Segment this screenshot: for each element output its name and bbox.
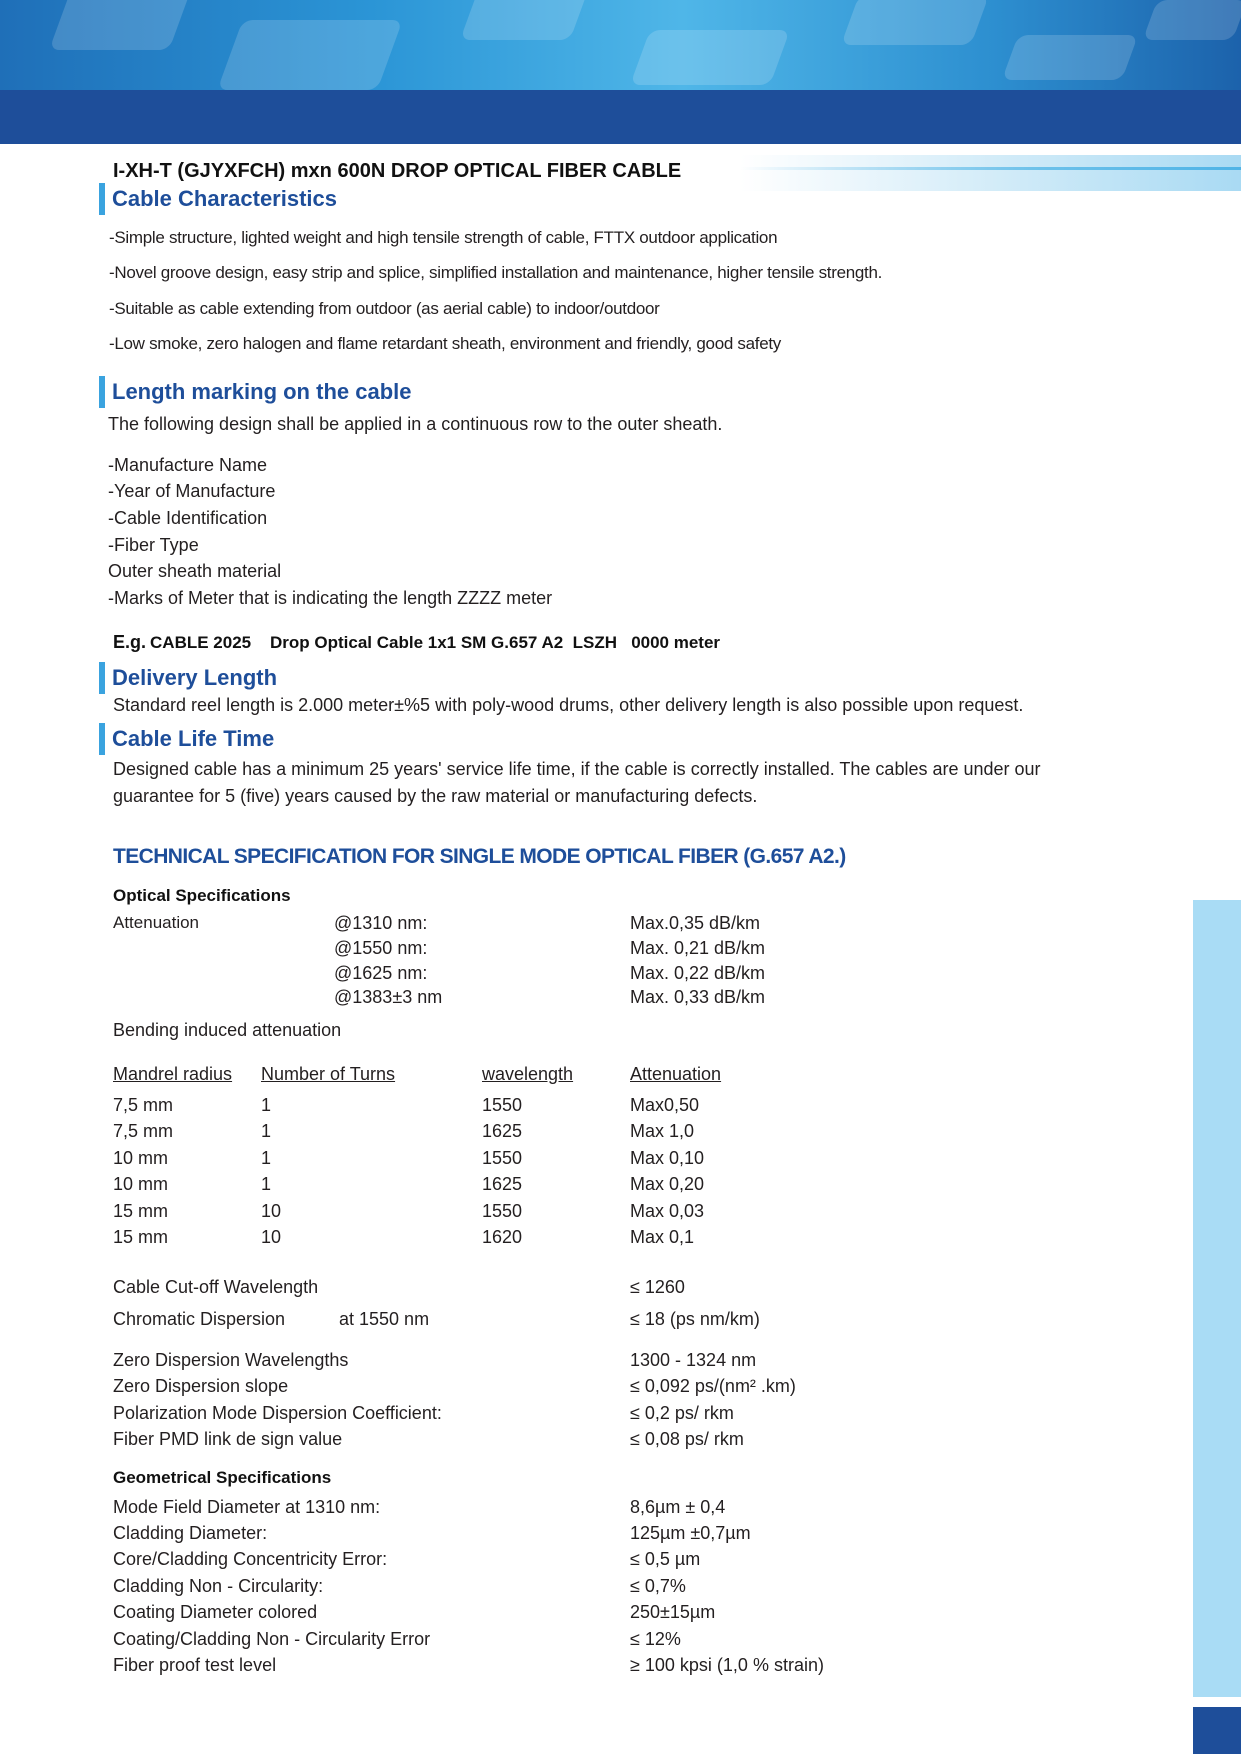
bending-cell: 15 mm <box>113 1201 169 1221</box>
geometrical-label: Fiber proof test level <box>113 1655 277 1675</box>
col-header-mandrel: Mandrel radius <box>113 1064 233 1084</box>
col-header-turns: Number of Turns <box>261 1064 396 1084</box>
side-decoration-bar <box>1193 900 1241 1697</box>
chromatic-wavelength: at 1550 nm <box>339 1309 430 1329</box>
marking-item: -Fiber Type <box>108 535 199 555</box>
attenuation-label: Attenuation <box>113 913 200 932</box>
bending-cell: 10 mm <box>113 1174 169 1194</box>
section-marker <box>99 662 105 694</box>
bending-cell: 1 <box>261 1174 272 1194</box>
dispersion-label: Polarization Mode Dispersion Coefficient: <box>113 1403 442 1423</box>
col-header-attenuation: Attenuation <box>630 1064 722 1084</box>
characteristic-item: -Low smoke, zero halogen and flame retardant sheath, environment and friendly, good safety <box>109 334 781 353</box>
marking-example <box>113 632 720 653</box>
dispersion-value: ≤ 0,2 ps/ rkm <box>630 1403 734 1423</box>
attenuation-value: Max. 0,21 dB/km <box>630 938 766 958</box>
dispersion-value: ≤ 0,092 ps/(nm² .km) <box>630 1376 796 1396</box>
attenuation-wavelength: @1550 nm: <box>334 938 428 958</box>
geometrical-value: 8,6µm ± 0,4 <box>630 1497 726 1517</box>
marking-item: -Marks of Meter that is indicating the length ZZZZ meter <box>108 588 553 608</box>
geometrical-label: Coating/Cladding Non - Circularity Error <box>113 1629 431 1649</box>
characteristic-item: -Suitable as cable extending from outdoor (as aerial cable) to indoor/outdoor <box>109 299 660 318</box>
attenuation-wavelength: @1625 nm: <box>334 963 428 983</box>
section-heading: Length marking on the cable <box>112 379 412 404</box>
bending-cell: Max 0,03 <box>630 1201 705 1221</box>
bending-cell: Max0,50 <box>630 1095 700 1115</box>
dispersion-value: 1300 - 1324 nm <box>630 1350 757 1370</box>
bending-cell: 1 <box>261 1121 272 1141</box>
bending-cell: 1550 <box>482 1148 523 1168</box>
bending-cell: Max 0,20 <box>630 1174 705 1194</box>
bending-cell: 7,5 mm <box>113 1121 174 1141</box>
geometrical-value: ≤ 12% <box>630 1629 681 1649</box>
section-heading: Cable Life Time <box>112 726 275 751</box>
geometrical-value: ≥ 100 kpsi (1,0 % strain) <box>630 1655 824 1675</box>
bending-cell: 1550 <box>482 1201 523 1221</box>
attenuation-wavelength: @1310 nm: <box>334 913 428 933</box>
example-label: E.g. <box>113 632 147 652</box>
geometrical-label: Coating Diameter colored <box>113 1602 318 1622</box>
marking-item: Outer sheath material <box>108 561 282 581</box>
life-time-text: Designed cable has a minimum 25 years' service life time, if the cable is correctly installed. The cables are under our guarantee for 5 (five) years caused by the raw material or manufacturing defects. <box>113 759 1041 806</box>
bending-cell: 1625 <box>482 1121 523 1141</box>
header-band <box>0 90 1241 144</box>
bending-cell: Max 0,1 <box>630 1227 695 1247</box>
dispersion-label: Fiber PMD link de sign value <box>113 1429 343 1449</box>
chromatic-label: Chromatic Dispersion <box>113 1309 286 1329</box>
geometrical-label: Cladding Diameter: <box>113 1523 268 1543</box>
bending-cell: 10 <box>261 1201 282 1221</box>
bending-cell: 7,5 mm <box>113 1095 174 1115</box>
attenuation-value: Max. 0,33 dB/km <box>630 987 766 1007</box>
tech-spec-title: TECHNICAL SPECIFICATION FOR SINGLE MODE OPTICAL FIBER (G.657 A2.) <box>113 845 846 868</box>
dispersion-label: Zero Dispersion Wavelengths <box>113 1350 349 1370</box>
dispersion-label: Zero Dispersion slope <box>113 1376 289 1396</box>
geometrical-label: Core/Cladding Concentricity Error: <box>113 1549 388 1569</box>
attenuation-value: Max.0,35 dB/km <box>630 913 761 933</box>
section-marker <box>99 723 105 755</box>
section-delivery-length <box>99 663 277 693</box>
example-value: CABLE 2025 Drop Optical Cable 1x1 SM G.657 A2 LSZH 0000 meter <box>150 633 721 652</box>
geometrical-spec-heading: Geometrical Specifications <box>113 1468 332 1487</box>
length-marking-intro: The following design shall be applied in a continuous row to the outer sheath. <box>108 414 723 434</box>
geometrical-value: ≤ 0,7% <box>630 1576 686 1596</box>
col-header-wavelength: wavelength <box>482 1064 574 1084</box>
characteristic-item: -Novel groove design, easy strip and splice, simplified installation and maintenance, higher tensile strength. <box>109 263 883 282</box>
title-decoration <box>740 155 1241 191</box>
section-cable-characteristics <box>99 184 337 214</box>
chromatic-value: ≤ 18 (ps nm/km) <box>630 1309 760 1329</box>
bending-cell: 1625 <box>482 1174 523 1194</box>
section-length-marking <box>99 377 411 407</box>
bending-cell: 1 <box>261 1095 272 1115</box>
document-title: I-XH-T (GJYXFCH) mxn 600N DROP OPTICAL FIBER CABLE <box>113 160 682 182</box>
geometrical-value: 125µm ±0,7µm <box>630 1523 751 1543</box>
cutoff-value: ≤ 1260 <box>630 1277 685 1297</box>
geometrical-value: 250±15µm <box>630 1602 716 1622</box>
cutoff-label: Cable Cut-off Wavelength <box>113 1277 319 1297</box>
section-marker <box>99 183 105 215</box>
geometrical-label: Cladding Non - Circularity: <box>113 1576 324 1596</box>
geometrical-value: ≤ 0,5 µm <box>630 1549 701 1569</box>
bending-cell: 15 mm <box>113 1227 169 1247</box>
optical-spec-heading: Optical Specifications <box>113 886 291 905</box>
bending-cell: 1550 <box>482 1095 523 1115</box>
geometrical-label: Mode Field Diameter at 1310 nm: <box>113 1497 381 1517</box>
bending-label: Bending induced attenuation <box>113 1020 342 1040</box>
dispersion-value: ≤ 0,08 ps/ rkm <box>630 1429 744 1449</box>
attenuation-value: Max. 0,22 dB/km <box>630 963 766 983</box>
bending-cell: 1620 <box>482 1227 523 1247</box>
marking-item: -Manufacture Name <box>108 455 268 475</box>
corner-block <box>1193 1707 1241 1754</box>
section-cable-life-time <box>99 724 274 754</box>
section-marker <box>99 376 105 408</box>
attenuation-wavelength: @1383±3 nm <box>334 987 443 1007</box>
marking-item: -Year of Manufacture <box>108 481 276 501</box>
header-banner-image <box>0 0 1241 90</box>
section-heading: Cable Characteristics <box>112 186 337 211</box>
section-heading: Delivery Length <box>112 665 278 690</box>
bending-cell: 10 <box>261 1227 282 1247</box>
bending-cell: Max 0,10 <box>630 1148 705 1168</box>
characteristic-item: -Simple structure, lighted weight and high tensile strength of cable, FTTX outdoor application <box>109 228 778 247</box>
bending-cell: 1 <box>261 1148 272 1168</box>
bending-cell: 10 mm <box>113 1148 169 1168</box>
delivery-text: Standard reel length is 2.000 meter±%5 with poly-wood drums, other delivery length is also possible upon request. <box>113 695 1024 715</box>
bending-cell: Max 1,0 <box>630 1121 695 1141</box>
marking-item: -Cable Identification <box>108 508 268 528</box>
